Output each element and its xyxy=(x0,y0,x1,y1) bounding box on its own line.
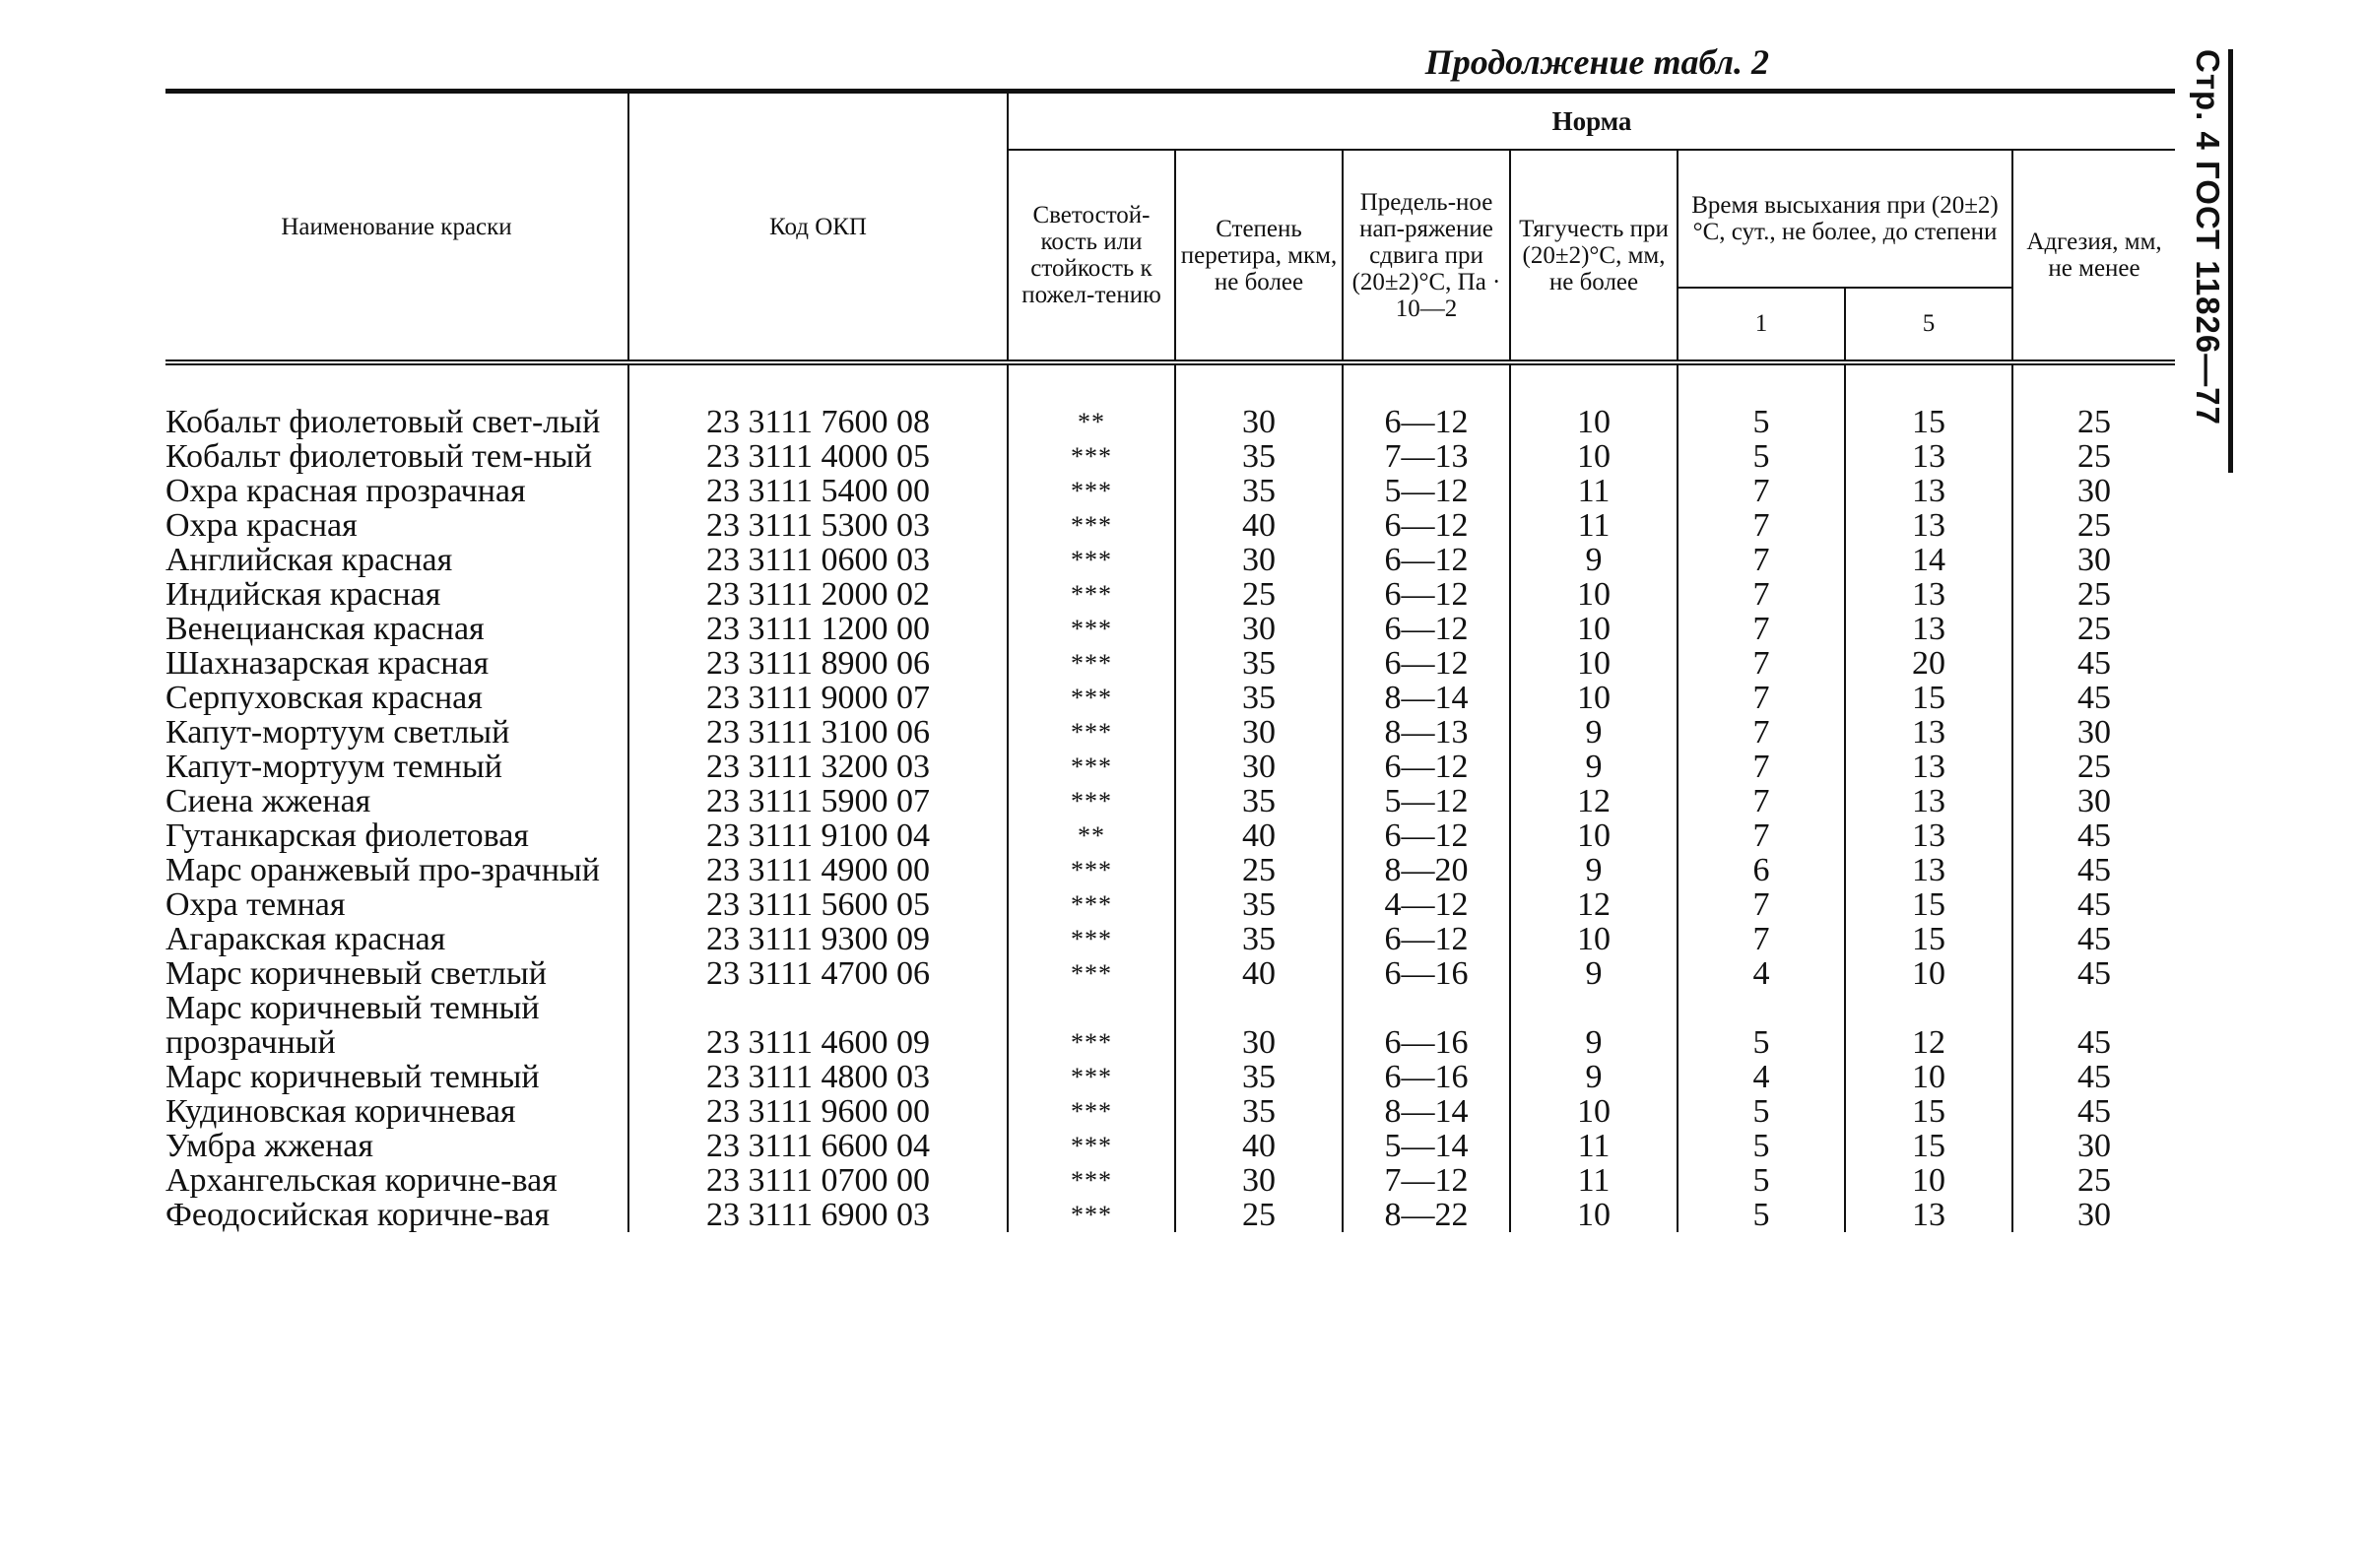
cell-light: *** xyxy=(1008,853,1175,887)
cell-name: Гутанкарская фиолетовая xyxy=(165,817,529,854)
cell-dry1: 7 xyxy=(1678,646,1845,681)
cell-shear: 6—12 xyxy=(1343,612,1510,646)
cell-dry1: 5 xyxy=(1678,1198,1845,1232)
cell-tack: 10 xyxy=(1510,681,1678,715)
cell-dry5: 15 xyxy=(1845,1094,2012,1129)
cell-shear: 6—12 xyxy=(1343,818,1510,853)
cell-adh: 30 xyxy=(2012,715,2175,750)
cell-light: *** xyxy=(1008,1129,1175,1163)
cell-shear: 6—12 xyxy=(1343,508,1510,543)
cell-grind: 35 xyxy=(1175,474,1343,508)
cell-code: 23 3111 6600 04 xyxy=(628,1129,1008,1163)
cell-grind: 30 xyxy=(1175,750,1343,784)
cell-code: 23 3111 9300 09 xyxy=(628,922,1008,956)
cell-code: 23 3111 3200 03 xyxy=(628,750,1008,784)
cell-name: Агаракская красная xyxy=(165,921,446,957)
table-row xyxy=(165,439,2175,474)
cell-grind: 35 xyxy=(1175,784,1343,818)
cell-adh: 25 xyxy=(2012,750,2175,784)
cell-name: Охра темная xyxy=(165,886,346,923)
cell-grind: 35 xyxy=(1175,646,1343,681)
cell-adh: 45 xyxy=(2012,922,2175,956)
table-row xyxy=(165,956,2175,991)
cell-tack: 9 xyxy=(1510,991,1678,1060)
cell-dry1: 7 xyxy=(1678,922,1845,956)
table-row xyxy=(165,715,2175,750)
table-row xyxy=(165,1094,2175,1129)
table-row xyxy=(165,922,2175,956)
cell-name: Умбра жженая xyxy=(165,1128,374,1164)
cell-shear: 8—13 xyxy=(1343,715,1510,750)
cell-code: 23 3111 4600 09 xyxy=(628,991,1008,1060)
cell-shear: 4—12 xyxy=(1343,887,1510,922)
cell-adh: 45 xyxy=(2012,887,2175,922)
cell-code: 23 3111 6900 03 xyxy=(628,1198,1008,1232)
cell-adh: 25 xyxy=(2012,439,2175,474)
cell-adh: 45 xyxy=(2012,681,2175,715)
cell-tack: 11 xyxy=(1510,508,1678,543)
cell-light: *** xyxy=(1008,715,1175,750)
cell-name: Феодосийская коричне-вая xyxy=(165,1197,550,1233)
cell-grind: 30 xyxy=(1175,543,1343,577)
cell-shear: 8—20 xyxy=(1343,853,1510,887)
cell-name: Индийская красная xyxy=(165,576,441,613)
cell-grind: 25 xyxy=(1175,577,1343,612)
cell-code: 23 3111 4900 00 xyxy=(628,853,1008,887)
cell-dry1: 5 xyxy=(1678,1163,1845,1198)
cell-light: *** xyxy=(1008,681,1175,715)
cell-light: *** xyxy=(1008,439,1175,474)
cell-dry5: 13 xyxy=(1845,508,2012,543)
cell-name: Марс коричневый темный прозрачный xyxy=(165,990,540,1061)
cell-adh: 25 xyxy=(2012,1163,2175,1198)
cell-shear: 6—12 xyxy=(1343,543,1510,577)
cell-grind: 30 xyxy=(1175,362,1343,439)
cell-tack: 11 xyxy=(1510,1129,1678,1163)
cell-adh: 45 xyxy=(2012,853,2175,887)
cell-code: 23 3111 0600 03 xyxy=(628,543,1008,577)
cell-tack: 9 xyxy=(1510,543,1678,577)
cell-dry1: 5 xyxy=(1678,439,1845,474)
cell-name: Венецианская красная xyxy=(165,611,485,647)
cell-dry5: 15 xyxy=(1845,922,2012,956)
cell-adh: 45 xyxy=(2012,818,2175,853)
cell-adh: 25 xyxy=(2012,508,2175,543)
cell-dry1: 5 xyxy=(1678,1129,1845,1163)
cell-name: Серпуховская красная xyxy=(165,680,483,716)
cell-dry5: 13 xyxy=(1845,439,2012,474)
cell-name: Кобальт фиолетовый тем-ный xyxy=(165,438,593,475)
cell-code: 23 3111 5300 03 xyxy=(628,508,1008,543)
cell-dry1: 7 xyxy=(1678,818,1845,853)
cell-dry1: 4 xyxy=(1678,1060,1845,1094)
cell-dry5: 14 xyxy=(1845,543,2012,577)
cell-light: *** xyxy=(1008,646,1175,681)
header-grind: Степень перетира, мкм, не более xyxy=(1175,150,1343,362)
cell-shear: 8—14 xyxy=(1343,1094,1510,1129)
cell-dry1: 7 xyxy=(1678,715,1845,750)
cell-dry1: 7 xyxy=(1678,577,1845,612)
cell-light: *** xyxy=(1008,1163,1175,1198)
cell-dry5: 15 xyxy=(1845,1129,2012,1163)
cell-grind: 25 xyxy=(1175,1198,1343,1232)
cell-adh: 25 xyxy=(2012,362,2175,439)
cell-name: Английская красная xyxy=(165,542,453,578)
cell-adh: 25 xyxy=(2012,577,2175,612)
cell-name: Капут-мортуум светлый xyxy=(165,714,510,751)
cell-adh: 30 xyxy=(2012,1198,2175,1232)
cell-dry5: 15 xyxy=(1845,681,2012,715)
cell-dry5: 13 xyxy=(1845,715,2012,750)
cell-light: *** xyxy=(1008,887,1175,922)
cell-dry5: 13 xyxy=(1845,577,2012,612)
cell-name: Сиена жженая xyxy=(165,783,371,819)
cell-code: 23 3111 5600 05 xyxy=(628,887,1008,922)
cell-adh: 30 xyxy=(2012,543,2175,577)
cell-dry1: 7 xyxy=(1678,543,1845,577)
cell-dry5: 13 xyxy=(1845,784,2012,818)
cell-code: 23 3111 9000 07 xyxy=(628,681,1008,715)
cell-code: 23 3111 8900 06 xyxy=(628,646,1008,681)
cell-dry1: 7 xyxy=(1678,681,1845,715)
cell-name: Шахназарская красная xyxy=(165,645,490,682)
cell-dry5: 13 xyxy=(1845,818,2012,853)
cell-tack: 10 xyxy=(1510,362,1678,439)
cell-code: 23 3111 4000 05 xyxy=(628,439,1008,474)
cell-light: *** xyxy=(1008,956,1175,991)
cell-shear: 6—16 xyxy=(1343,956,1510,991)
cell-tack: 11 xyxy=(1510,1163,1678,1198)
cell-adh: 25 xyxy=(2012,612,2175,646)
cell-tack: 10 xyxy=(1510,1198,1678,1232)
cell-name: Кудиновская коричневая xyxy=(165,1093,516,1130)
cell-tack: 10 xyxy=(1510,577,1678,612)
cell-grind: 40 xyxy=(1175,508,1343,543)
cell-tack: 9 xyxy=(1510,853,1678,887)
cell-grind: 35 xyxy=(1175,887,1343,922)
header-lightfastness: Светостой-кость или стойкость к пожел-тению xyxy=(1008,150,1175,362)
table-row xyxy=(165,853,2175,887)
cell-code: 23 3111 9100 04 xyxy=(628,818,1008,853)
cell-code: 23 3111 7600 08 xyxy=(628,362,1008,439)
cell-light: *** xyxy=(1008,784,1175,818)
table-body xyxy=(165,362,2175,1232)
cell-tack: 12 xyxy=(1510,784,1678,818)
continuation-title: Продолжение табл. 2 xyxy=(1424,42,1769,82)
cell-adh: 30 xyxy=(2012,784,2175,818)
cell-dry5: 15 xyxy=(1845,887,2012,922)
cell-tack: 10 xyxy=(1510,646,1678,681)
cell-grind: 30 xyxy=(1175,1163,1343,1198)
table-row xyxy=(165,1163,2175,1198)
cell-shear: 5—12 xyxy=(1343,784,1510,818)
cell-dry1: 7 xyxy=(1678,474,1845,508)
cell-grind: 35 xyxy=(1175,922,1343,956)
cell-dry5: 10 xyxy=(1845,956,2012,991)
cell-adh: 45 xyxy=(2012,1094,2175,1129)
cell-light: *** xyxy=(1008,1060,1175,1094)
cell-tack: 12 xyxy=(1510,887,1678,922)
cell-adh: 45 xyxy=(2012,1060,2175,1094)
cell-grind: 35 xyxy=(1175,681,1343,715)
cell-code: 23 3111 9600 00 xyxy=(628,1094,1008,1129)
cell-name: Кобальт фиолетовый свет-лый xyxy=(165,404,601,440)
cell-tack: 10 xyxy=(1510,922,1678,956)
table-row xyxy=(165,508,2175,543)
table-row xyxy=(165,577,2175,612)
cell-name: Охра красная прозрачная xyxy=(165,473,526,509)
cell-tack: 9 xyxy=(1510,956,1678,991)
cell-dry1: 7 xyxy=(1678,612,1845,646)
cell-light: *** xyxy=(1008,543,1175,577)
cell-grind: 35 xyxy=(1175,1094,1343,1129)
side-rule xyxy=(2228,49,2233,473)
cell-light: *** xyxy=(1008,750,1175,784)
cell-name: Охра красная xyxy=(165,507,358,544)
cell-shear: 6—12 xyxy=(1343,577,1510,612)
cell-light: ** xyxy=(1008,818,1175,853)
cell-name: Марс оранжевый про-зрачный xyxy=(165,852,600,888)
header-norm: Норма xyxy=(1008,92,2175,151)
cell-code: 23 3111 0700 00 xyxy=(628,1163,1008,1198)
cell-adh: 45 xyxy=(2012,646,2175,681)
cell-dry1: 7 xyxy=(1678,887,1845,922)
cell-light: *** xyxy=(1008,508,1175,543)
header-code: Код ОКП xyxy=(628,92,1008,363)
cell-shear: 6—12 xyxy=(1343,646,1510,681)
cell-shear: 6—16 xyxy=(1343,991,1510,1060)
cell-shear: 7—12 xyxy=(1343,1163,1510,1198)
table-row xyxy=(165,646,2175,681)
cell-dry5: 12 xyxy=(1845,991,2012,1060)
table-row xyxy=(165,1129,2175,1163)
cell-dry1: 7 xyxy=(1678,750,1845,784)
cell-code: 23 3111 5400 00 xyxy=(628,474,1008,508)
cell-dry1: 5 xyxy=(1678,1094,1845,1129)
paint-properties-table xyxy=(165,89,2175,1232)
cell-dry5: 13 xyxy=(1845,474,2012,508)
cell-dry5: 13 xyxy=(1845,853,2012,887)
table-row xyxy=(165,784,2175,818)
cell-light: *** xyxy=(1008,1198,1175,1232)
cell-adh: 45 xyxy=(2012,991,2175,1060)
table-row xyxy=(165,362,2175,439)
cell-name: Марс коричневый темный xyxy=(165,1059,540,1095)
cell-dry1: 5 xyxy=(1678,991,1845,1060)
cell-adh: 30 xyxy=(2012,474,2175,508)
cell-code: 23 3111 2000 02 xyxy=(628,577,1008,612)
table-row xyxy=(165,818,2175,853)
table-row xyxy=(165,543,2175,577)
cell-grind: 35 xyxy=(1175,1060,1343,1094)
cell-light: *** xyxy=(1008,612,1175,646)
cell-light: *** xyxy=(1008,474,1175,508)
cell-shear: 6—12 xyxy=(1343,750,1510,784)
cell-grind: 30 xyxy=(1175,715,1343,750)
cell-light: *** xyxy=(1008,991,1175,1060)
cell-code: 23 3111 5900 07 xyxy=(628,784,1008,818)
cell-shear: 5—12 xyxy=(1343,474,1510,508)
header-shear: Предель-ное нап-ряжение сдвига при (20±2)°C, Па · 10—2 xyxy=(1343,150,1510,362)
cell-light: *** xyxy=(1008,577,1175,612)
header-drying: Время высыхания при (20±2)°C, сут., не более, до степени xyxy=(1678,150,2012,288)
cell-code: 23 3111 3100 06 xyxy=(628,715,1008,750)
cell-shear: 8—22 xyxy=(1343,1198,1510,1232)
cell-dry1: 5 xyxy=(1678,362,1845,439)
cell-grind: 25 xyxy=(1175,853,1343,887)
cell-name: Марс коричневый светлый xyxy=(165,955,547,992)
cell-dry1: 4 xyxy=(1678,956,1845,991)
cell-adh: 30 xyxy=(2012,1129,2175,1163)
cell-adh: 45 xyxy=(2012,956,2175,991)
cell-tack: 10 xyxy=(1510,818,1678,853)
cell-shear: 6—16 xyxy=(1343,1060,1510,1094)
header-dry-5: 5 xyxy=(1845,288,2012,362)
cell-tack: 9 xyxy=(1510,750,1678,784)
side-header: Стр. 4 ГОСТ 11826—77 xyxy=(2190,49,2226,425)
table-row xyxy=(165,474,2175,508)
cell-shear: 8—14 xyxy=(1343,681,1510,715)
cell-grind: 40 xyxy=(1175,1129,1343,1163)
cell-dry5: 10 xyxy=(1845,1060,2012,1094)
cell-light: *** xyxy=(1008,922,1175,956)
cell-name: Архангельская коричне-вая xyxy=(165,1162,558,1199)
cell-dry5: 13 xyxy=(1845,1198,2012,1232)
cell-tack: 10 xyxy=(1510,612,1678,646)
cell-dry1: 6 xyxy=(1678,853,1845,887)
cell-dry5: 13 xyxy=(1845,612,2012,646)
cell-code: 23 3111 1200 00 xyxy=(628,612,1008,646)
cell-grind: 35 xyxy=(1175,439,1343,474)
cell-shear: 6—12 xyxy=(1343,362,1510,439)
header-adhesion: Адгезия, мм, не менее xyxy=(2012,150,2175,362)
cell-dry5: 20 xyxy=(1845,646,2012,681)
cell-dry1: 7 xyxy=(1678,508,1845,543)
table-row xyxy=(165,750,2175,784)
cell-shear: 6—12 xyxy=(1343,922,1510,956)
table-row xyxy=(165,991,2175,1060)
table-row xyxy=(165,887,2175,922)
table-row xyxy=(165,681,2175,715)
cell-light: ** xyxy=(1008,362,1175,439)
cell-tack: 9 xyxy=(1510,1060,1678,1094)
cell-dry5: 10 xyxy=(1845,1163,2012,1198)
cell-dry5: 13 xyxy=(1845,750,2012,784)
cell-tack: 10 xyxy=(1510,439,1678,474)
cell-code: 23 3111 4700 06 xyxy=(628,956,1008,991)
table-row xyxy=(165,1198,2175,1232)
cell-grind: 40 xyxy=(1175,818,1343,853)
cell-code: 23 3111 4800 03 xyxy=(628,1060,1008,1094)
cell-shear: 5—14 xyxy=(1343,1129,1510,1163)
cell-dry5: 15 xyxy=(1845,362,2012,439)
table-container xyxy=(165,89,2175,1232)
table-row xyxy=(165,1060,2175,1094)
header-dry-1: 1 xyxy=(1678,288,1845,362)
table-row xyxy=(165,612,2175,646)
header-tack: Тягучесть при (20±2)°C, мм, не более xyxy=(1510,150,1678,362)
cell-tack: 10 xyxy=(1510,1094,1678,1129)
cell-shear: 7—13 xyxy=(1343,439,1510,474)
header-name: Наименование краски xyxy=(165,92,628,363)
cell-grind: 40 xyxy=(1175,956,1343,991)
cell-dry1: 7 xyxy=(1678,784,1845,818)
cell-tack: 9 xyxy=(1510,715,1678,750)
cell-name: Капут-мортуум темный xyxy=(165,749,502,785)
cell-grind: 30 xyxy=(1175,991,1343,1060)
cell-grind: 30 xyxy=(1175,612,1343,646)
cell-tack: 11 xyxy=(1510,474,1678,508)
cell-light: *** xyxy=(1008,1094,1175,1129)
